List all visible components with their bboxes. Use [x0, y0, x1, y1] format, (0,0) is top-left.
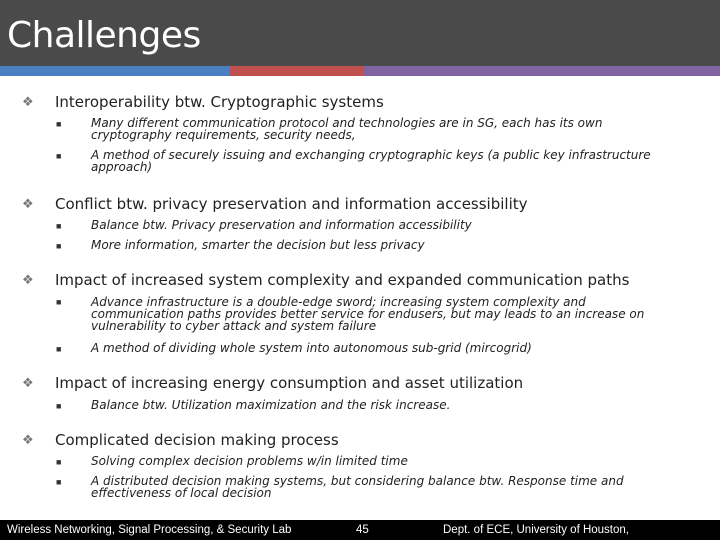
diamond-dots-icon: ❖ — [22, 432, 34, 447]
square-bullet-icon: ■ — [56, 457, 62, 467]
list-item: Balance btw. Utilization maximization and the risk increase. — [91, 398, 451, 412]
list-item: Many different communication protocol and technologies are in SG, each has its own cryptography requirements, security needs, — [91, 116, 603, 142]
square-bullet-icon: ■ — [56, 344, 62, 354]
footer — [0, 520, 720, 540]
diamond-dots-icon: ❖ — [22, 196, 34, 211]
footer-department: Dept. of ECE, University of Houston, — [443, 524, 629, 536]
list-item: A method of dividing whole system into autonomous sub-grid (mircogrid) — [91, 341, 532, 355]
square-bullet-icon: ■ — [56, 221, 62, 231]
list-item: Solving complex decision problems w/in limited time — [91, 454, 408, 468]
footer-lab-name: Wireless Networking, Signal Processing, & Security Lab — [7, 524, 292, 536]
page-number: 45 — [356, 524, 369, 536]
square-bullet-icon: ■ — [56, 151, 62, 161]
square-bullet-icon: ■ — [56, 241, 62, 251]
square-bullet-icon: ■ — [56, 119, 62, 129]
section-heading: Impact of increasing energy consumption and asset utilization — [55, 374, 524, 392]
list-item: A distributed decision making systems, but considering balance btw. Response time and effectiveness of local decision — [91, 474, 624, 500]
square-bullet-icon: ■ — [56, 477, 62, 487]
diamond-dots-icon: ❖ — [22, 272, 34, 287]
slide-title: Challenges — [7, 15, 201, 56]
section-heading: Conflict btw. privacy preservation and information accessibility — [55, 195, 528, 213]
diamond-dots-icon: ❖ — [22, 375, 34, 390]
section-heading: Interoperability btw. Cryptographic systems — [55, 93, 384, 111]
list-item: Advance infrastructure is a double-edge sword; increasing system complexity and communication paths provides better service for endusers, but may leads to an increase on vulnerability to cyber attack and system failure — [91, 295, 645, 333]
section-heading: Complicated decision making process — [55, 431, 339, 449]
square-bullet-icon: ■ — [56, 401, 62, 411]
list-item: Balance btw. Privacy preservation and information accessibility — [91, 218, 472, 232]
square-bullet-icon: ■ — [56, 297, 62, 307]
diamond-dots-icon: ❖ — [22, 94, 34, 109]
list-item: More information, smarter the decision but less privacy — [91, 238, 425, 252]
section-heading: Impact of increased system complexity and expanded communication paths — [55, 271, 630, 289]
list-item: A method of securely issuing and exchanging cryptographic keys (a public key infrastructure approach) — [91, 148, 651, 174]
